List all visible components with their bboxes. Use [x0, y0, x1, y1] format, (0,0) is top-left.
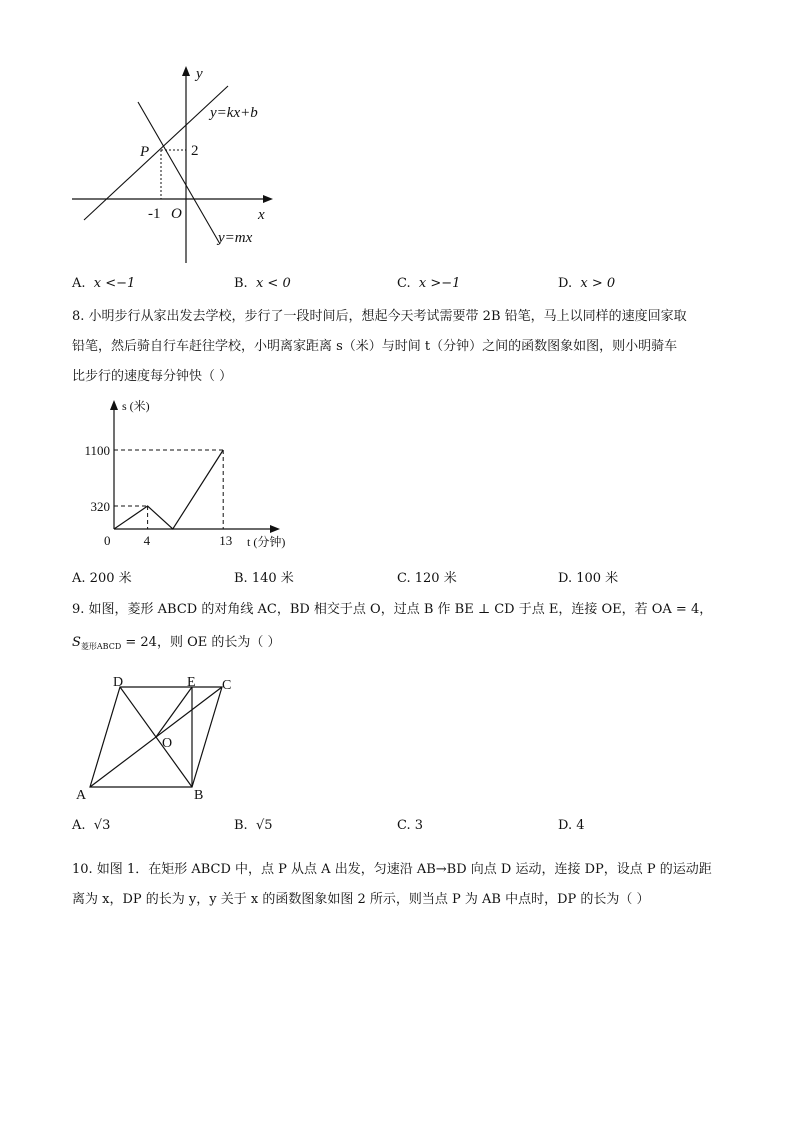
q9-option-d-text: 4 [576, 818, 585, 833]
q7-option-d[interactable] [558, 276, 615, 291]
q8-option-a[interactable] [72, 567, 132, 586]
q7-option-c-letter: C. [397, 276, 411, 291]
q7-option-c[interactable] [397, 276, 460, 291]
q8-option-b-letter: B. [234, 571, 248, 586]
q8-x-tick-13: 13 [219, 533, 233, 548]
q8-chart-xlabel: t (分钟) [247, 535, 286, 549]
q7-origin: O [171, 206, 182, 222]
q7-line-kx-b [84, 86, 228, 220]
q7-option-a-letter: A. [72, 276, 86, 291]
q8-option-d-letter: D. [558, 571, 573, 586]
q9-label-c: C [222, 678, 232, 693]
q9-label-d: D [113, 675, 124, 690]
q8-series-line [114, 450, 223, 529]
q9-option-b-text: √5 [255, 818, 273, 833]
q8-option-a-text: 200 米 [89, 571, 132, 586]
q9-label-b: B [194, 788, 204, 803]
q8-x-tick-0: 0 [104, 533, 111, 548]
q7-option-b-text: x < 0 [255, 276, 291, 291]
q7-option-b-letter: B. [234, 276, 248, 291]
q9-option-a[interactable] [72, 818, 110, 833]
q7-option-a-text: x <−1 [93, 276, 136, 291]
q9-line2-rest: = 24，则 OE 的长为（ ） [121, 635, 281, 650]
q9-option-c-text: 3 [414, 818, 424, 833]
q7-line2-label: y=mx [218, 230, 253, 246]
q9-question-line2 [72, 631, 281, 652]
q8-chart-ylabel: s (米) [122, 399, 150, 413]
q7-line1-label: y=kx+b [210, 105, 258, 121]
q8-y-tick-1100: 1100 [84, 443, 110, 458]
q7-line-mx [138, 102, 220, 244]
q7-y-tick: 2 [191, 143, 199, 159]
q7-x-arrow [263, 195, 273, 203]
q8-option-b-text: 140 米 [251, 571, 294, 586]
q8-option-b[interactable] [234, 567, 294, 586]
q9-option-d[interactable] [558, 818, 585, 833]
q9-area-subscript: 菱形ABCD [80, 642, 122, 651]
q9-option-c-letter: C. [397, 818, 411, 833]
q9-option-a-text: √3 [93, 818, 111, 833]
q8-option-a-letter: A. [72, 571, 86, 586]
q9-label-e: E [187, 675, 196, 690]
q9-label-o: O [162, 736, 173, 751]
q8-option-c-text: 120 米 [414, 571, 457, 586]
q7-option-a[interactable] [72, 276, 135, 291]
q7-point-label: P [140, 144, 150, 160]
q7-y-label: y [196, 66, 203, 82]
q8-chart [70, 392, 310, 560]
q8-question-line2: 铅笔，然后骑自行车赶往学校，小明离家距离 s（米）与时间 t（分钟）之间的函数图象如图，则小明骑车 [72, 339, 678, 354]
q9-figure [70, 670, 250, 806]
q9-option-c[interactable] [397, 818, 423, 833]
q7-option-d-letter: D. [558, 276, 573, 291]
q10-question-line1: 10. 如图 1．在矩形 ABCD 中，点 P 从点 A 出发，匀速沿 AB→BD 向点 D 运动，连接 DP，设点 P 的运动距 [72, 862, 712, 877]
q7-option-d-text: x > 0 [580, 276, 616, 291]
q7-y-arrow [182, 66, 190, 76]
q8-question-line1: 8. 小明步行从家出发去学校，步行了一段时间后，想起今天考试需要带 2B 铅笔，马上以同样的速度回家取 [72, 309, 687, 324]
q9-area-symbol: S [72, 635, 81, 650]
q8-x-arrow [270, 525, 280, 533]
q8-question-line3: 比步行的速度每分钟快（ ） [72, 369, 233, 384]
q8-option-d-text: 100 米 [576, 571, 619, 586]
q7-x-label: x [258, 207, 265, 223]
q9-option-b[interactable] [234, 818, 273, 833]
q9-segment-oe [156, 687, 192, 737]
q7-x-tick: -1 [148, 206, 161, 222]
q9-option-d-letter: D. [558, 818, 573, 833]
q8-option-c[interactable] [397, 567, 457, 586]
q8-y-arrow [110, 400, 118, 410]
q8-option-c-letter: C. [397, 571, 411, 586]
q9-label-a: A [76, 788, 87, 803]
q10-question-line2: 离为 x，DP 的长为 y，y 关于 x 的函数图象如图 2 所示，则当点 P 为 AB 中点时，DP 的长为（ ） [72, 892, 650, 907]
q9-question-line1: 9. 如图，菱形 ABCD 的对角线 AC，BD 相交于点 O，过点 B 作 BE ⊥ CD 于点 E，连接 OE，若 OA = 4， [72, 602, 713, 617]
q7-option-c-text: x >−1 [418, 276, 461, 291]
q8-x-tick-4: 4 [143, 533, 151, 548]
q9-option-a-letter: A. [72, 818, 86, 833]
q9-option-b-letter: B. [234, 818, 248, 833]
q8-option-d[interactable] [558, 567, 618, 586]
q7-option-b[interactable] [234, 276, 291, 291]
q8-y-tick-320: 320 [90, 499, 110, 515]
q7-graph [60, 58, 290, 268]
